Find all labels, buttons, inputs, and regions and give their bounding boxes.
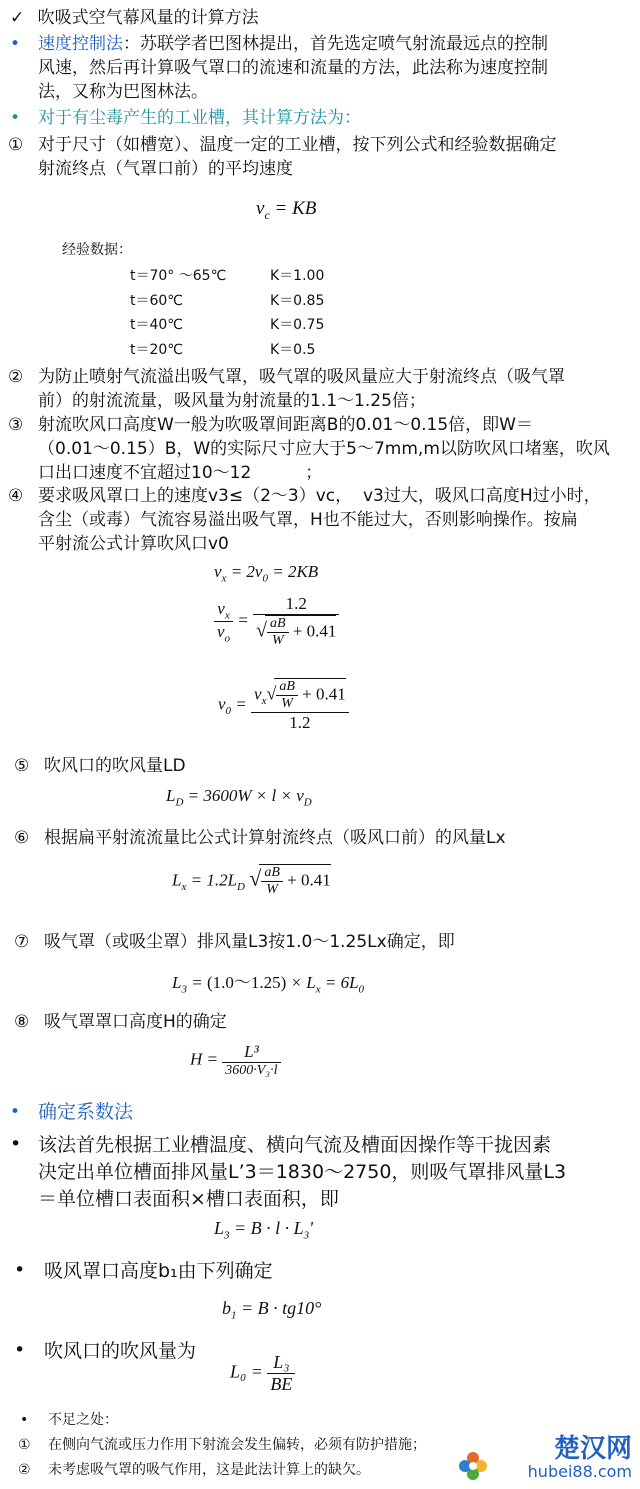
speed-method-line2: 风速，然后再计算吸气罩口的流速和流量的方法，此法称为速度控制 (38, 58, 548, 78)
coef-desc-line2: 决定出单位槽面排风量L’3＝1830～2750，则吸气罩排风量L3 (38, 1161, 567, 1183)
step4-line2: 含尘（或毒）气流容易溢出吸气罩，H也不能过大，否则影响操作。按扁 (38, 510, 578, 530)
formula-ratio: $\frac{v_x}{v_o}$ = 1.2 √ $\frac{aB}{W}$ + 0.41 (214, 594, 339, 649)
step-number: ③ (8, 415, 24, 435)
shortfall-item1: 在侧向气流或压力作用下射流会发生偏转，必须有防护措施； (48, 1437, 426, 1453)
step5-text: 吹风口的吹风量LD (44, 756, 186, 776)
coef-desc-line3: ＝单位槽口表面积×槽口表面积，即 (38, 1188, 339, 1210)
bullet-icon: • (20, 1412, 29, 1428)
b1-line: 吸风罩口高度b₁由下列确定 (44, 1260, 273, 1282)
heading: ✓ 吹吸式空气幕风量的计算方法 (10, 8, 259, 28)
bullet-icon: • (10, 108, 21, 128)
check-icon: ✓ (10, 8, 25, 28)
formula-Lx: $L_x = 1.2L_D$ √ $\frac{aB}{W}$ + 0.41 (172, 865, 331, 897)
flower-logo-icon (456, 1449, 490, 1483)
bullet-icon: • (10, 1133, 22, 1155)
step6-text: 根据扁平射流流量比公式计算射流终点（吸风口前）的风量Lx (44, 828, 506, 848)
step1-line1: 对于尺寸（如槽宽）、温度一定的工业槽，按下列公式和经验数据确定 (38, 135, 557, 155)
step-number: ⑦ (14, 932, 30, 952)
formula-L3: $L_3$ = (1.0～1.25) × $L_x = 6L_0$ (172, 973, 365, 996)
formula-LD: $L_D = 3600W \times l \times v_D$ (166, 786, 312, 809)
step4-line1: 要求吸风罩口上的速度v3≤（2～3）vc， v3过大，吸风口高度H过小时， (38, 486, 601, 506)
bullet-icon: • (14, 1339, 26, 1361)
experience-row: t＝60℃ K＝0.85 (130, 292, 325, 309)
bullet-icon: • (14, 1259, 26, 1281)
coef-heading: 确定系数法 (38, 1101, 134, 1123)
experience-row: t＝70° ～65℃ K＝1.00 (130, 268, 325, 284)
step-number: ⑥ (14, 828, 30, 848)
step2-line2: 前）的射流流量，吸风量为射流量的1.1～1.25倍； (38, 391, 426, 411)
watermark (528, 1435, 632, 1481)
formula-vc: $v_c$ = KB (256, 198, 317, 222)
step3-line2: （0.01～0.15）B，W的实际尺寸应大于5～7mm,m以防吹风口堵塞，吹风 (38, 439, 610, 459)
formula-H: H = $\frac{\text{L³}}{\text{3600·V₃·l}}$ (190, 1042, 281, 1079)
step-number: ① (8, 135, 24, 155)
step-number: ① (18, 1437, 31, 1453)
experience-row: t＝20℃ K＝0.5 (130, 341, 316, 358)
experience-title: 经验数据： (62, 242, 132, 258)
experience-table (130, 264, 324, 362)
step8-text: 吸气罩罩口高度H的确定 (44, 1012, 227, 1032)
shortfall-item2: 未考虑吸气罩的吸气作用，这是此法计算上的缺欠。 (48, 1462, 370, 1478)
L0-line: 吹风口的吹风量为 (44, 1340, 197, 1362)
step3-line3: 口出口速度不宜超过10～12 ； (38, 463, 323, 483)
bullet-icon: • (10, 34, 21, 54)
watermark-site: hubei88.com (527, 1462, 632, 1481)
step-number: ⑤ (14, 756, 30, 776)
speed-method-line1: 速度控制法：苏联学者巴图林提出，首先选定喷气射流最远点的控制 (38, 34, 548, 54)
bullet-icon: • (10, 1102, 21, 1122)
formula-L3-coef: $L_3 = B \cdot l \cdot L_3'$ (214, 1218, 314, 1242)
watermark-logo: 楚汉网 (553, 1434, 632, 1464)
formula-b1: $b_1 = B \cdot tg10^\circ$ (222, 1298, 322, 1322)
step2-line1: 为防止喷射气流溢出吸气罩，吸气罩的吸风量应大于射流终点（吸气罩 (38, 367, 565, 387)
step4-line3: 平射流公式计算吹风口v0 (38, 534, 229, 554)
step-number: ④ (8, 486, 24, 506)
formula-v0: $v_0$ = $v_x√$ $\frac{aB}{W}$ + 0.41 1.2 (218, 678, 349, 733)
formula-vx: $v_x = 2v_0 = 2KB$ (214, 562, 319, 585)
speed-method-line3: 法，又称为巴图林法。 (38, 82, 208, 102)
experience-row: t＝40℃ K＝0.75 (130, 317, 325, 333)
step7-text: 吸气罩（或吸尘罩）排风量L3按1.0～1.25Lx确定，即 (44, 932, 455, 952)
step3-line1: 射流吹风口高度W一般为吹吸罩间距离B的0.01～0.15倍，即W＝ (38, 415, 533, 435)
step1-line2: 射流终点（气罩口前）的平均速度 (38, 159, 293, 179)
step-number: ② (8, 367, 24, 387)
shortfall-title: 不足之处： (48, 1412, 118, 1428)
step-number: ② (18, 1462, 31, 1478)
formula-L0: L₀ = $\frac{\text{L₃}}{BE}$ (230, 1352, 295, 1395)
coef-desc-line1: 该法首先根据工业槽温度、横向气流及槽面因操作等干拢因素 (38, 1134, 552, 1156)
dusty-tank-heading: 对于有尘毒产生的工业槽，其计算方法为： (38, 108, 361, 128)
step-number: ⑧ (14, 1012, 30, 1032)
